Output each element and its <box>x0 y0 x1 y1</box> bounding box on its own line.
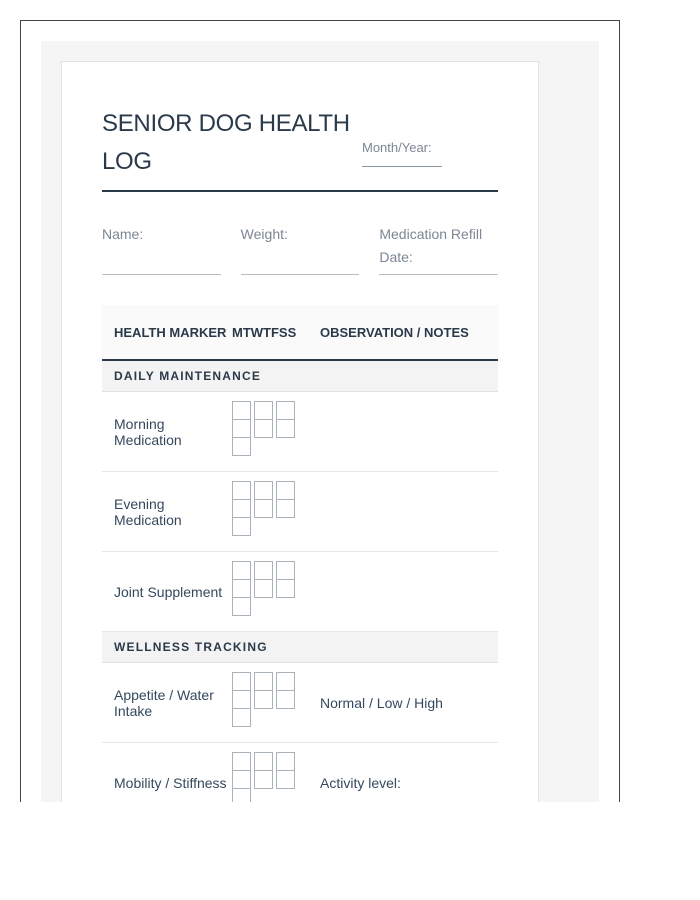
day-checkbox[interactable] <box>232 770 251 789</box>
health-table <box>102 305 498 802</box>
day-checkbox[interactable] <box>232 597 251 616</box>
row-label: Mobility / Stiffness <box>114 774 227 791</box>
day-checkbox[interactable] <box>276 401 295 420</box>
day-checkbox[interactable] <box>254 690 273 709</box>
day-checkbox[interactable] <box>276 481 295 500</box>
day-checkbox[interactable] <box>232 561 251 580</box>
day-checkbox[interactable] <box>276 579 295 598</box>
day-checkboxes <box>232 672 298 726</box>
day-checkbox[interactable] <box>232 499 251 518</box>
day-checkbox[interactable] <box>276 752 295 771</box>
day-checkbox[interactable] <box>232 481 251 500</box>
day-checkbox[interactable] <box>232 788 251 803</box>
day-checkbox[interactable] <box>254 419 273 438</box>
day-checkbox[interactable] <box>254 752 273 771</box>
day-checkbox[interactable] <box>232 672 251 691</box>
day-checkbox[interactable] <box>254 561 273 580</box>
day-checkbox[interactable] <box>276 770 295 789</box>
log-sheet <box>61 61 539 802</box>
month-year-field[interactable] <box>362 140 442 167</box>
table-row <box>102 743 498 802</box>
day-checkbox[interactable] <box>254 579 273 598</box>
day-checkbox[interactable] <box>232 401 251 420</box>
month-year-label: Month/Year: <box>362 140 432 155</box>
day-checkboxes <box>232 401 298 455</box>
table-header <box>102 305 498 361</box>
table-row <box>102 552 498 632</box>
row-note[interactable]: Activity level: <box>320 774 401 791</box>
day-checkbox[interactable] <box>254 499 273 518</box>
name-field[interactable]: Name: <box>102 222 221 275</box>
month-year-line <box>362 166 442 167</box>
day-checkboxes <box>232 752 298 803</box>
day-checkbox[interactable] <box>254 672 273 691</box>
row-label: Evening Medication <box>114 495 182 528</box>
info-fields <box>102 222 498 275</box>
section-daily-maintenance: DAILY MAINTENANCE <box>102 361 498 392</box>
row-note[interactable]: Normal / Low / High <box>320 694 443 711</box>
row-label: Joint Supplement <box>114 583 223 600</box>
day-checkbox[interactable] <box>232 437 251 456</box>
log-header <box>102 102 498 192</box>
table-row <box>102 472 498 552</box>
medication-refill-field[interactable]: Medication Refill Date: <box>379 222 498 275</box>
day-checkbox[interactable] <box>232 752 251 771</box>
day-checkbox[interactable] <box>232 579 251 598</box>
day-checkbox[interactable] <box>232 419 251 438</box>
day-checkbox[interactable] <box>232 517 251 536</box>
row-label: Appetite / Water Intake <box>114 686 214 719</box>
day-checkboxes <box>232 481 298 535</box>
document-viewport[interactable] <box>20 20 620 802</box>
day-checkbox[interactable] <box>276 690 295 709</box>
column-health-marker: HEALTH MARKER <box>114 324 227 340</box>
table-row <box>102 663 498 743</box>
section-wellness-tracking: WELLNESS TRACKING <box>102 632 498 663</box>
day-checkbox[interactable] <box>232 690 251 709</box>
day-checkboxes <box>232 561 298 615</box>
day-checkbox[interactable] <box>276 561 295 580</box>
table-row <box>102 392 498 472</box>
day-checkbox[interactable] <box>276 499 295 518</box>
day-checkbox[interactable] <box>276 419 295 438</box>
day-checkbox[interactable] <box>254 481 273 500</box>
weight-field[interactable]: Weight: <box>241 222 360 275</box>
column-days: MTWTFSS <box>232 324 297 340</box>
day-checkbox[interactable] <box>254 401 273 420</box>
page-title: SENIOR DOG HEALTH LOG <box>102 110 350 175</box>
day-checkbox[interactable] <box>254 770 273 789</box>
day-checkbox[interactable] <box>276 672 295 691</box>
column-notes: OBSERVATION / NOTES <box>320 324 469 340</box>
row-label: Morning Medication <box>114 415 182 448</box>
day-checkbox[interactable] <box>232 708 251 727</box>
